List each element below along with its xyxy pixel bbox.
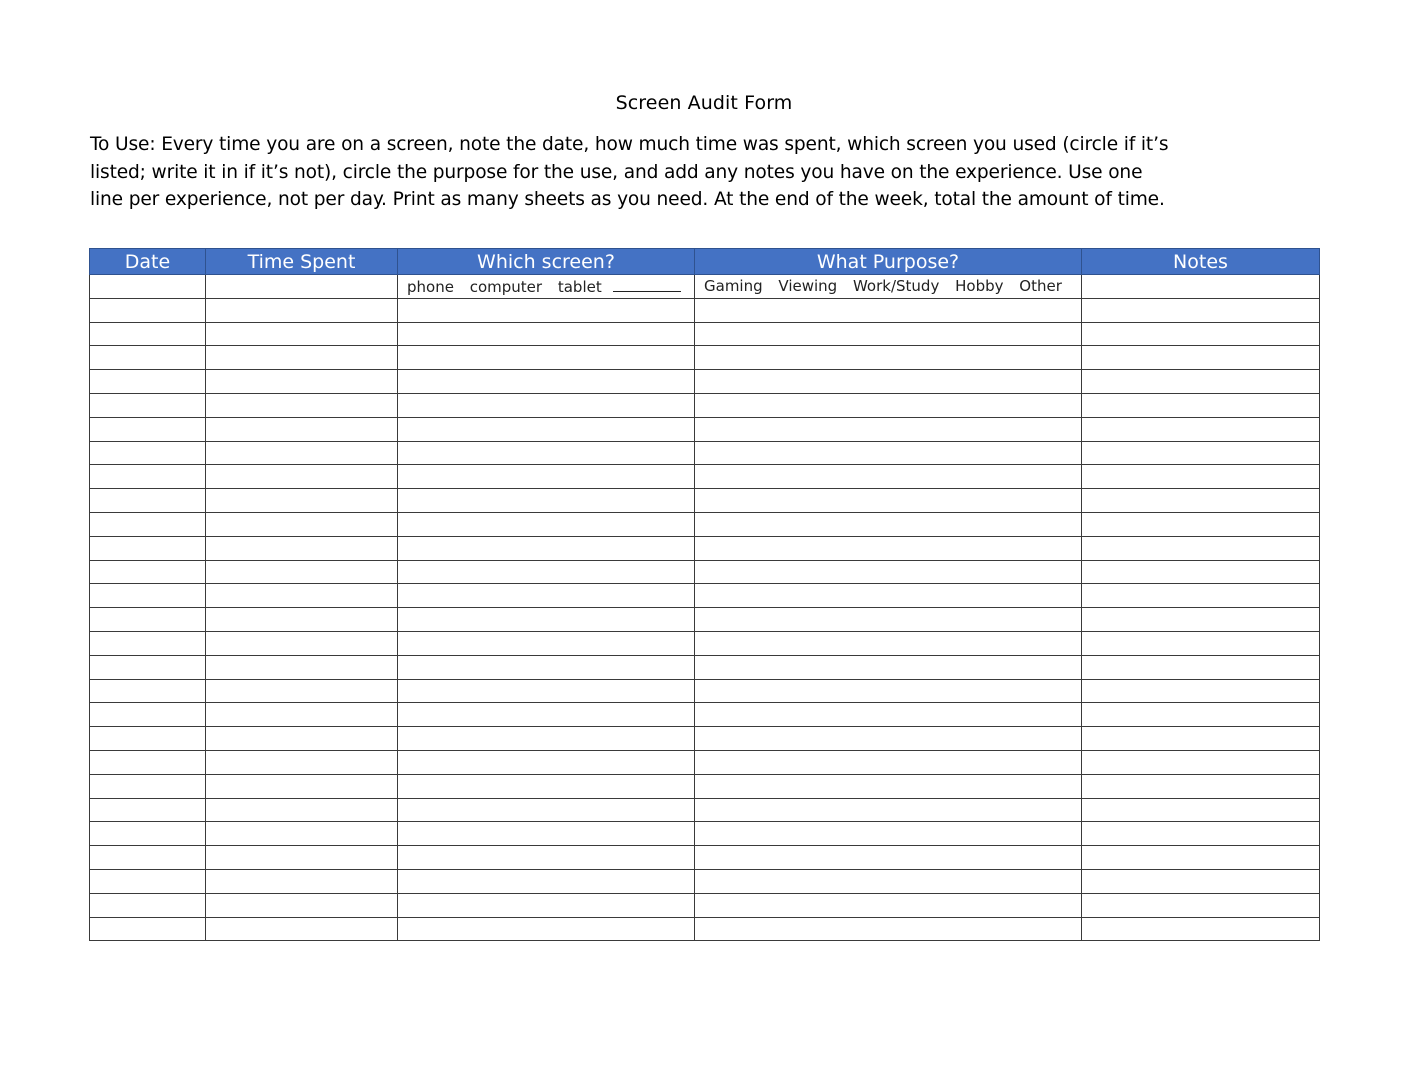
purpose-cell[interactable] (695, 917, 1082, 941)
notes-cell[interactable] (1082, 465, 1320, 489)
notes-cell[interactable] (1082, 608, 1320, 632)
purpose-cell[interactable] (695, 346, 1082, 370)
table-row (90, 608, 1320, 632)
screen-cell[interactable] (398, 846, 695, 870)
notes-cell[interactable] (1082, 727, 1320, 751)
date-cell[interactable] (90, 750, 206, 774)
date-cell[interactable] (90, 774, 206, 798)
header-time-spent: Time Spent (206, 249, 398, 275)
purpose-option-work-study[interactable]: Work/Study (852, 277, 940, 296)
time-spent-cell[interactable] (206, 584, 398, 608)
table-header-row (90, 249, 1320, 275)
date-cell[interactable] (90, 584, 206, 608)
table-row (90, 584, 1320, 608)
table-row (90, 370, 1320, 394)
screen-option-phone[interactable]: phone (407, 277, 454, 296)
time-spent-cell[interactable] (206, 417, 398, 441)
time-spent-cell[interactable] (206, 774, 398, 798)
date-cell[interactable] (90, 893, 206, 917)
date-cell[interactable] (90, 703, 206, 727)
purpose-cell[interactable] (695, 393, 1082, 417)
purpose-cell[interactable] (695, 489, 1082, 513)
time-spent-cell[interactable] (206, 275, 398, 299)
purpose-cell[interactable] (695, 750, 1082, 774)
screen-cell[interactable] (398, 703, 695, 727)
purpose-cell[interactable] (695, 608, 1082, 632)
time-spent-cell[interactable] (206, 798, 398, 822)
screen-cell[interactable] (398, 465, 695, 489)
date-cell[interactable] (90, 631, 206, 655)
table-row (90, 655, 1320, 679)
screen-cell[interactable] (398, 370, 695, 394)
screen-cell[interactable] (398, 893, 695, 917)
screen-cell[interactable] (398, 869, 695, 893)
notes-cell[interactable] (1082, 560, 1320, 584)
table-row (90, 322, 1320, 346)
notes-cell[interactable] (1082, 679, 1320, 703)
purpose-cell[interactable] (695, 822, 1082, 846)
time-spent-cell[interactable] (206, 631, 398, 655)
table-row (90, 750, 1320, 774)
notes-cell[interactable] (1082, 869, 1320, 893)
date-cell[interactable] (90, 465, 206, 489)
notes-cell[interactable] (1082, 774, 1320, 798)
purpose-cell[interactable] (695, 679, 1082, 703)
date-cell[interactable] (90, 370, 206, 394)
purpose-cell[interactable] (695, 798, 1082, 822)
time-spent-cell[interactable] (206, 560, 398, 584)
notes-cell[interactable] (1082, 298, 1320, 322)
notes-cell[interactable] (1082, 750, 1320, 774)
time-spent-cell[interactable] (206, 393, 398, 417)
notes-cell[interactable] (1082, 917, 1320, 941)
screen-cell[interactable] (398, 346, 695, 370)
purpose-options-cell[interactable] (695, 275, 1082, 299)
purpose-cell[interactable] (695, 298, 1082, 322)
purpose-cell[interactable] (695, 512, 1082, 536)
notes-cell[interactable] (1082, 417, 1320, 441)
date-cell[interactable] (90, 489, 206, 513)
notes-cell[interactable] (1082, 822, 1320, 846)
date-cell[interactable] (90, 822, 206, 846)
time-spent-cell[interactable] (206, 703, 398, 727)
table-row (90, 441, 1320, 465)
time-spent-cell[interactable] (206, 869, 398, 893)
time-spent-cell[interactable] (206, 512, 398, 536)
table-row (90, 846, 1320, 870)
date-cell[interactable] (90, 512, 206, 536)
header-which-screen: Which screen? (398, 249, 695, 275)
screen-cell[interactable] (398, 560, 695, 584)
date-cell[interactable] (90, 298, 206, 322)
table-row (90, 774, 1320, 798)
time-spent-cell[interactable] (206, 489, 398, 513)
notes-cell[interactable] (1082, 655, 1320, 679)
date-cell[interactable] (90, 679, 206, 703)
notes-cell[interactable] (1082, 346, 1320, 370)
date-cell[interactable] (90, 608, 206, 632)
date-cell[interactable] (90, 417, 206, 441)
purpose-cell[interactable] (695, 869, 1082, 893)
screen-cell[interactable] (398, 608, 695, 632)
table-row (90, 869, 1320, 893)
purpose-cell[interactable] (695, 846, 1082, 870)
screen-cell[interactable] (398, 798, 695, 822)
time-spent-cell[interactable] (206, 608, 398, 632)
time-spent-cell[interactable] (206, 679, 398, 703)
notes-cell[interactable] (1082, 631, 1320, 655)
date-cell[interactable] (90, 655, 206, 679)
notes-cell[interactable] (1082, 893, 1320, 917)
header-notes: Notes (1082, 249, 1320, 275)
date-cell[interactable] (90, 869, 206, 893)
table-row (90, 346, 1320, 370)
notes-cell[interactable] (1082, 489, 1320, 513)
screen-cell[interactable] (398, 917, 695, 941)
screen-option-tablet[interactable]: tablet (557, 277, 602, 296)
screen-cell[interactable] (398, 774, 695, 798)
date-cell[interactable] (90, 798, 206, 822)
screen-cell[interactable] (398, 322, 695, 346)
screen-cell[interactable] (398, 750, 695, 774)
time-spent-cell[interactable] (206, 298, 398, 322)
notes-cell[interactable] (1082, 846, 1320, 870)
table-row (90, 417, 1320, 441)
date-cell[interactable] (90, 727, 206, 751)
purpose-cell[interactable] (695, 536, 1082, 560)
date-cell[interactable] (90, 322, 206, 346)
time-spent-cell[interactable] (206, 917, 398, 941)
header-date: Date (90, 249, 206, 275)
table-row (90, 703, 1320, 727)
table-row (90, 536, 1320, 560)
screen-cell[interactable] (398, 727, 695, 751)
page-title: Screen Audit Form (615, 92, 793, 114)
table-row (90, 822, 1320, 846)
table-row (90, 917, 1320, 941)
table-row (90, 893, 1320, 917)
notes-cell[interactable] (1082, 512, 1320, 536)
screen-cell[interactable] (398, 298, 695, 322)
purpose-cell[interactable] (695, 727, 1082, 751)
table-row (90, 560, 1320, 584)
notes-cell[interactable] (1082, 393, 1320, 417)
time-spent-cell[interactable] (206, 322, 398, 346)
date-cell[interactable] (90, 393, 206, 417)
purpose-cell[interactable] (695, 370, 1082, 394)
purpose-option-other[interactable]: Other (1019, 277, 1062, 296)
table-row (90, 631, 1320, 655)
screen-cell[interactable] (398, 584, 695, 608)
purpose-cell[interactable] (695, 893, 1082, 917)
screen-options-cell[interactable] (398, 275, 695, 299)
notes-cell[interactable] (1082, 536, 1320, 560)
purpose-option-hobby[interactable]: Hobby (955, 277, 1004, 296)
table-row (90, 489, 1320, 513)
notes-cell[interactable] (1082, 370, 1320, 394)
time-spent-cell[interactable] (206, 370, 398, 394)
time-spent-cell[interactable] (206, 536, 398, 560)
instructions-line: To Use: Every time you are on a screen, note the date, how much time was spent, which screen you used (circle if it’s (90, 134, 1169, 155)
notes-cell[interactable] (1082, 322, 1320, 346)
table-row (90, 393, 1320, 417)
screen-cell[interactable] (398, 512, 695, 536)
screen-cell[interactable] (398, 417, 695, 441)
date-cell[interactable] (90, 536, 206, 560)
table-row (90, 798, 1320, 822)
screen-cell[interactable] (398, 393, 695, 417)
date-cell[interactable] (90, 275, 206, 299)
screen-cell[interactable] (398, 655, 695, 679)
notes-cell[interactable] (1082, 441, 1320, 465)
date-cell[interactable] (90, 441, 206, 465)
date-cell[interactable] (90, 346, 206, 370)
screen-option-computer[interactable]: computer (469, 277, 543, 296)
screen-cell[interactable] (398, 536, 695, 560)
screen-audit-table (89, 248, 1320, 941)
table-row (90, 465, 1320, 489)
table-row (90, 298, 1320, 322)
purpose-cell[interactable] (695, 417, 1082, 441)
notes-cell[interactable] (1082, 584, 1320, 608)
instructions-line: listed; write it in if it’s not), circle the purpose for the use, and add any notes you have on the experience. Use one (90, 161, 1143, 183)
screen-cell[interactable] (398, 441, 695, 465)
purpose-option-gaming[interactable]: Gaming (704, 277, 763, 296)
screen-cell[interactable] (398, 489, 695, 513)
purpose-option-viewing[interactable]: Viewing (778, 277, 838, 296)
purpose-cell[interactable] (695, 703, 1082, 727)
time-spent-cell[interactable] (206, 846, 398, 870)
purpose-cell[interactable] (695, 655, 1082, 679)
purpose-cell[interactable] (695, 465, 1082, 489)
table-row (90, 512, 1320, 536)
time-spent-cell[interactable] (206, 441, 398, 465)
time-spent-cell[interactable] (206, 893, 398, 917)
notes-cell[interactable] (1082, 703, 1320, 727)
table-row (90, 727, 1320, 751)
screen-write-in-blank[interactable] (613, 277, 681, 292)
notes-cell[interactable] (1082, 275, 1320, 299)
instructions-line: line per experience, not per day. Print as many sheets as you need. At the end of the week, total the amount of time. (90, 189, 1165, 211)
time-spent-cell[interactable] (206, 655, 398, 679)
screen-cell[interactable] (398, 822, 695, 846)
screen-cell[interactable] (398, 631, 695, 655)
time-spent-cell[interactable] (206, 750, 398, 774)
screen-cell[interactable] (398, 679, 695, 703)
instructions (90, 131, 1320, 214)
table-row (90, 275, 1320, 299)
time-spent-cell[interactable] (206, 346, 398, 370)
time-spent-cell[interactable] (206, 727, 398, 751)
purpose-cell[interactable] (695, 774, 1082, 798)
purpose-cell[interactable] (695, 584, 1082, 608)
header-what-purpose: What Purpose? (695, 249, 1082, 275)
time-spent-cell[interactable] (206, 465, 398, 489)
purpose-cell[interactable] (695, 631, 1082, 655)
purpose-cell[interactable] (695, 560, 1082, 584)
notes-cell[interactable] (1082, 798, 1320, 822)
date-cell[interactable] (90, 560, 206, 584)
time-spent-cell[interactable] (206, 822, 398, 846)
table-row (90, 679, 1320, 703)
date-cell[interactable] (90, 846, 206, 870)
purpose-cell[interactable] (695, 441, 1082, 465)
date-cell[interactable] (90, 917, 206, 941)
purpose-cell[interactable] (695, 322, 1082, 346)
